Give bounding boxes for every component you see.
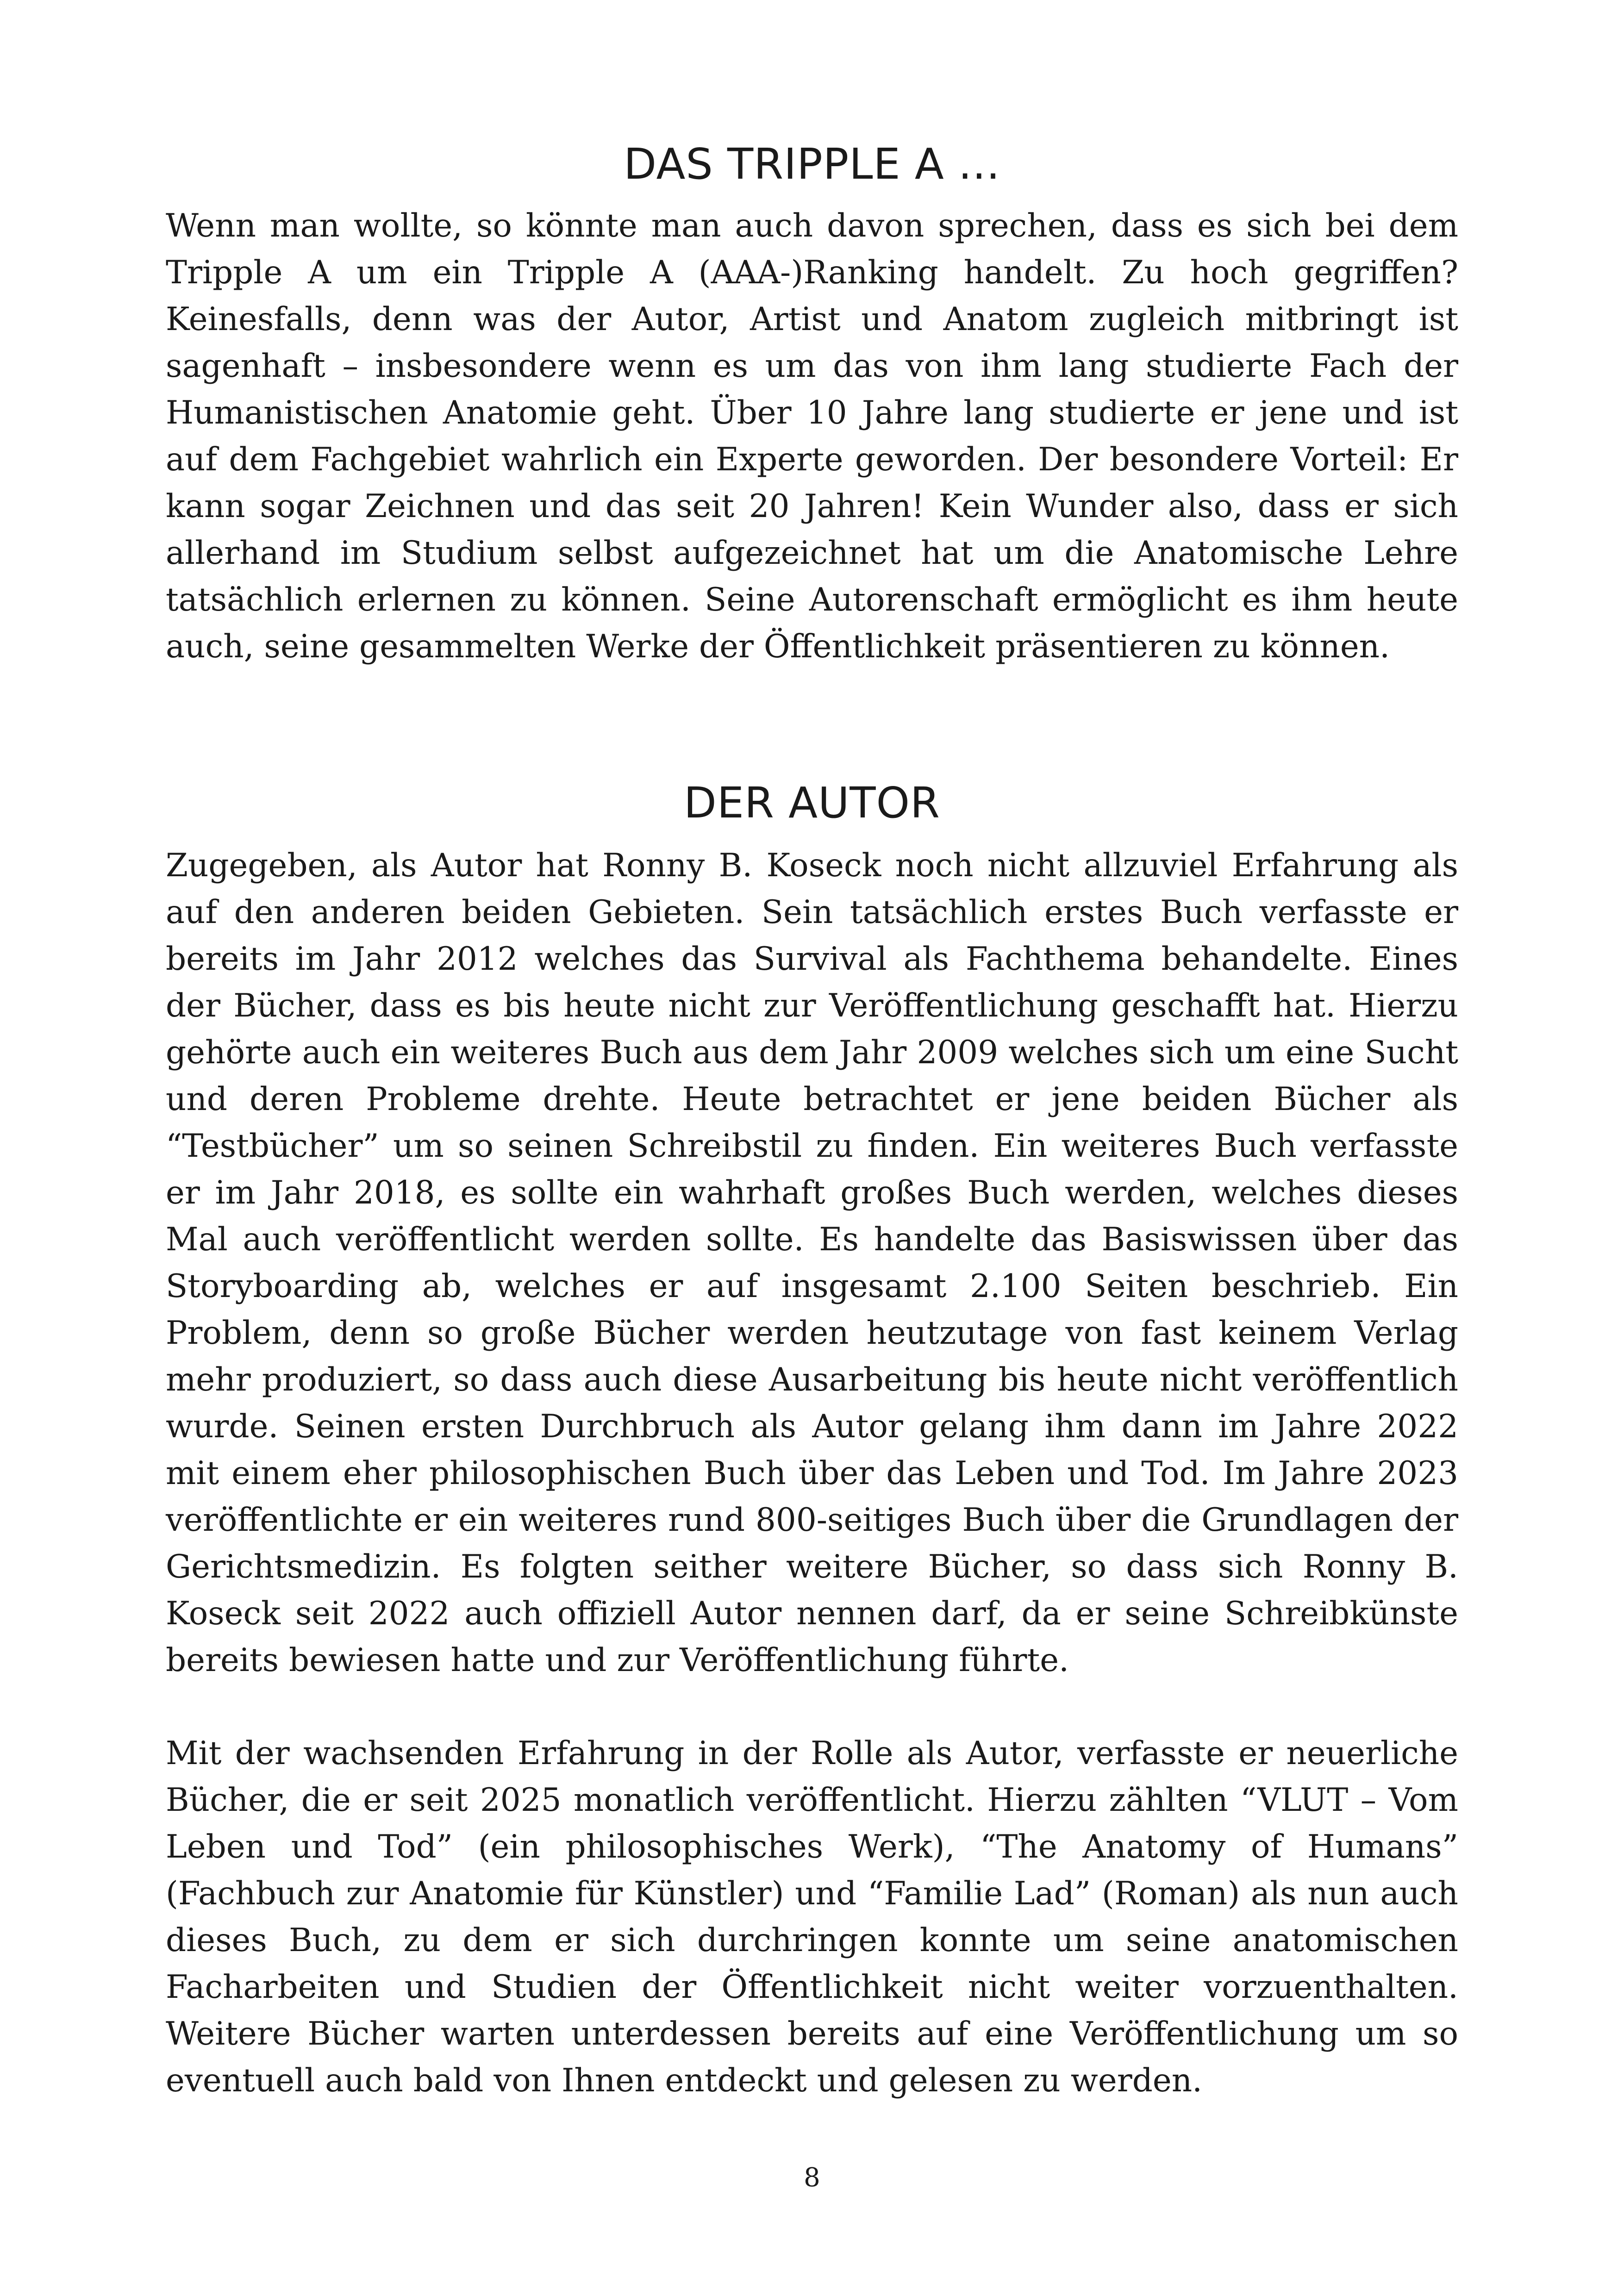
section-heading-der-autor: DER AUTOR xyxy=(684,778,940,828)
page-content xyxy=(166,0,1458,2104)
paragraph-autor-1: Zugegeben, als Autor hat Ronny B. Koseck noch nicht allzuviel Erfahrung als auf den anderen beiden Gebieten. Sein tatsächlich erstes Buch verfasste er bereits im Jahr 2012 welches das Survival als Fachthema behandelte. Eines der Bücher, dass es bis heute nicht zur Veröffentlichung geschafft hat. Hierzu gehörte auch ein weiteres Buch aus dem Jahr 2009 welches sich um eine Sucht und deren Probleme drehte. Heute betrachtet er jene beiden Bücher als “Testbücher” um so seinen Schreibstil zu finden. Ein weiteres Buch verfasste er im Jahr 2018, es sollte ein wahrhaft großes Buch werden, welches dieses Mal auch veröffentlicht werden sollte. Es handelte das Basiswissen über das Storyboarding ab, welches er auf insgesamt 2.100 Seiten beschrieb. Ein Problem, denn so große Bücher werden heutzutage von fast keinem Verlag mehr produziert, so dass auch diese Ausarbeitung bis heute nicht veröffentlich wurde. Seinen ersten Durchbruch als Autor gelang ihm dann im Jahre 2022 mit einem eher philosophischen Buch über das Leben und Tod. Im Jahre 2023 veröffentlichte er ein weiteres rund 800-seitiges Buch über die Grundlagen der Gerichtsmedizin. Es folgten seither weitere Bücher, so dass sich Ronny B. Koseck seit 2022 auch offiziell Autor nennen darf, da er seine Schreibkünste bereits bewiesen hatte und zur Veröffentlichung führte. xyxy=(166,847,1458,1679)
paragraph-tripple-a: Wenn man wollte, so könnte man auch davon sprechen, dass es sich bei dem Tripple A um ein Tripple A (AAA-)Ranking handelt. Zu hoch gegriffen? Keinesfalls, denn was der Autor, Artist und Anatom zugleich mitbringt ist sagenhaft – insbesondere wenn es um das von ihm lang studierte Fach der Humanistischen Anatomie geht. Über 10 Jahre lang studierte er jene und ist auf dem Fachgebiet wahrlich ein Experte geworden. Der besondere Vorteil: Er kann sogar Zeichnen und das seit 20 Jahren! Kein Wunder also, dass er sich allerhand im Studium selbst aufgezeichnet hat um die Anatomische Lehre tatsächlich erlernen zu können. Seine Autorenschaft ermöglicht es ihm heute auch, seine gesammelten Werke der Öffentlichkeit präsentieren zu können. xyxy=(166,207,1458,665)
section-heading-tripple-a: DAS TRIPPLE A ... xyxy=(624,139,1000,189)
paragraph-autor-2: Mit der wachsenden Erfahrung in der Rolle als Autor, verfasste er neuerliche Bücher, die er seit 2025 monatlich veröffentlicht. Hierzu zählten “VLUT – Vom Leben und Tod” (ein philosophisches Werk), “The Anatomy of Humans” (Fachbuch zur Anatomie für Künstler) und “Familie Lad” (Roman) als nun auch dieses Buch, zu dem er sich durchringen konnte um seine anatomischen Facharbeiten und Studien der Öffentlichkeit nicht weiter vorzuenthalten. Weitere Bücher warten unterdessen bereits auf eine Veröffentlichung um so eventuell auch bald von Ihnen entdeckt und gelesen zu werden. xyxy=(166,1735,1458,2099)
page-number: 8 xyxy=(804,2163,820,2193)
